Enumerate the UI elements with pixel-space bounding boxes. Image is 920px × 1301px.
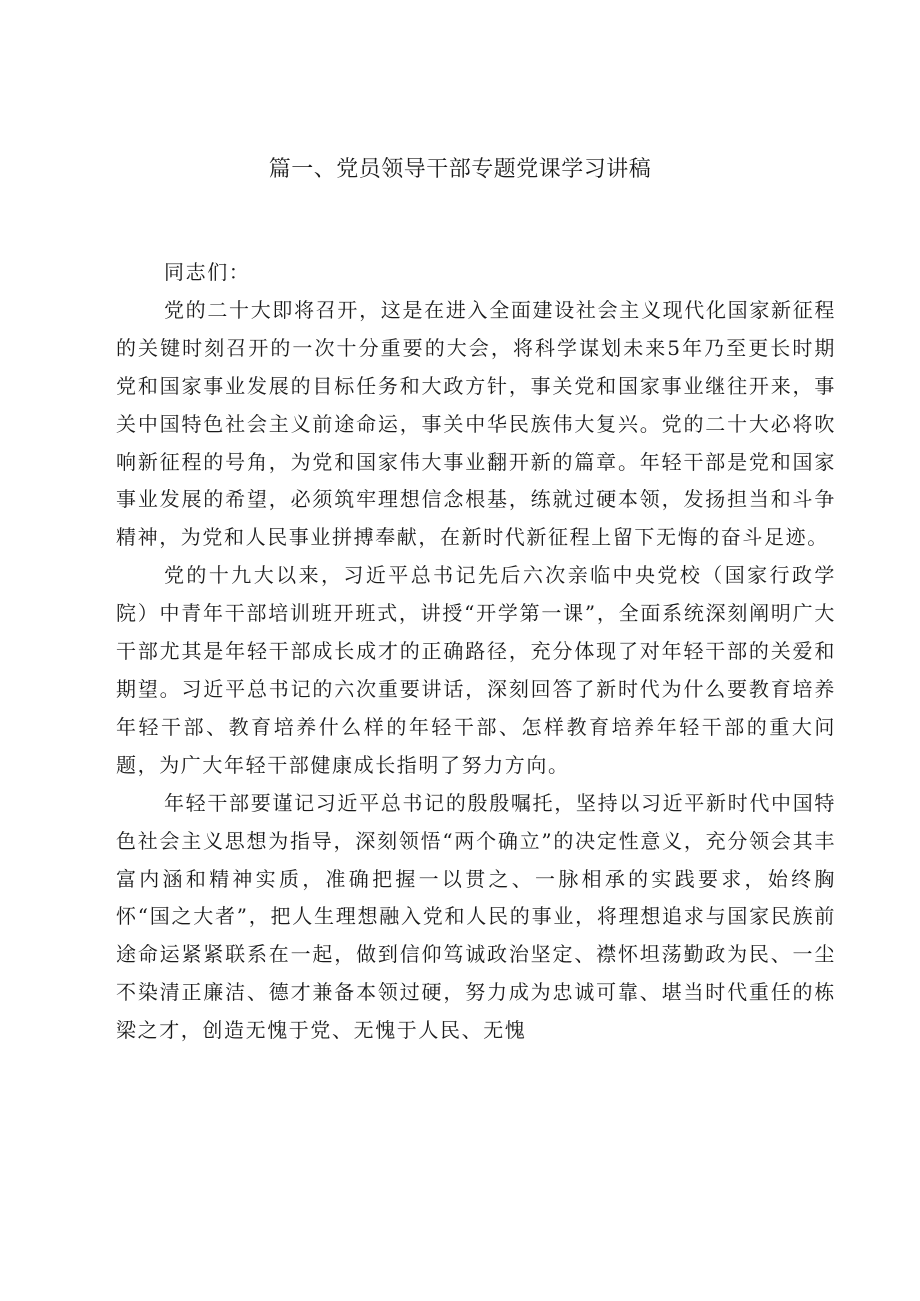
document-title: 篇一、党员领导干部专题党课学习讲稿: [268, 157, 652, 182]
paragraph-1: 党的二十大即将召开，这是在进入全面建设社会主义现代化国家新征程的关键时刻召开的一次十分重要的大会，将科学谋划未来5年乃至更长时期党和国家事业发展的目标任务和大政方针，事关党和国家事业继往开来，事关中国特色社会主义前途命运，事关中华民族伟大复兴。党的二十大必将吹响新征程的号角，为党和国家伟大事业翻开新的篇章。年轻干部是党和国家事业发展的希望，必须筑牢理想信念根基，练就过硬本领，发扬担当和斗争精神，为党和人民事业拼搏奉献，在新时代新征程上留下无悔的奋斗足迹。: [116, 297, 836, 550]
salutation: 同志们：: [164, 260, 251, 284]
paragraph-2: 党的十九大以来，习近平总书记先后六次亲临中央党校（国家行政学院）中青年干部培训班开班式，讲授“开学第一课”，全面系统深刻阐明广大干部尤其是年轻干部成长成才的正确路径，充分体现了对年轻干部的关爱和期望。习近平总书记的六次重要讲话，深刻回答了新时代为什么要教育培养年轻干部、教育培养什么样的年轻干部、怎样教育培养年轻干部的重大问题，为广大年轻干部健康成长指明了努力方向。: [116, 563, 836, 777]
document-body: [116, 254, 836, 1050]
paragraph-3: 年轻干部要谨记习近平总书记的殷殷嘱托，坚持以习近平新时代中国特色社会主义思想为指导，深刻领悟“两个确立”的决定性意义，充分领会其丰富内涵和精神实质，准确把握一以贯之、一脉相承的实践要求，始终胸怀“国之大者”，把人生理想融入党和人民的事业，将理想追求与国家民族前途命运紧紧联系在一起，做到信仰笃诚政治坚定、襟怀坦荡勤政为民、一尘不染清正廉洁、德才兼备本领过硬，努力成为忠诚可靠、堪当时代重任的栋梁之才，创造无愧于党、无愧于人民、无愧: [116, 790, 836, 1043]
